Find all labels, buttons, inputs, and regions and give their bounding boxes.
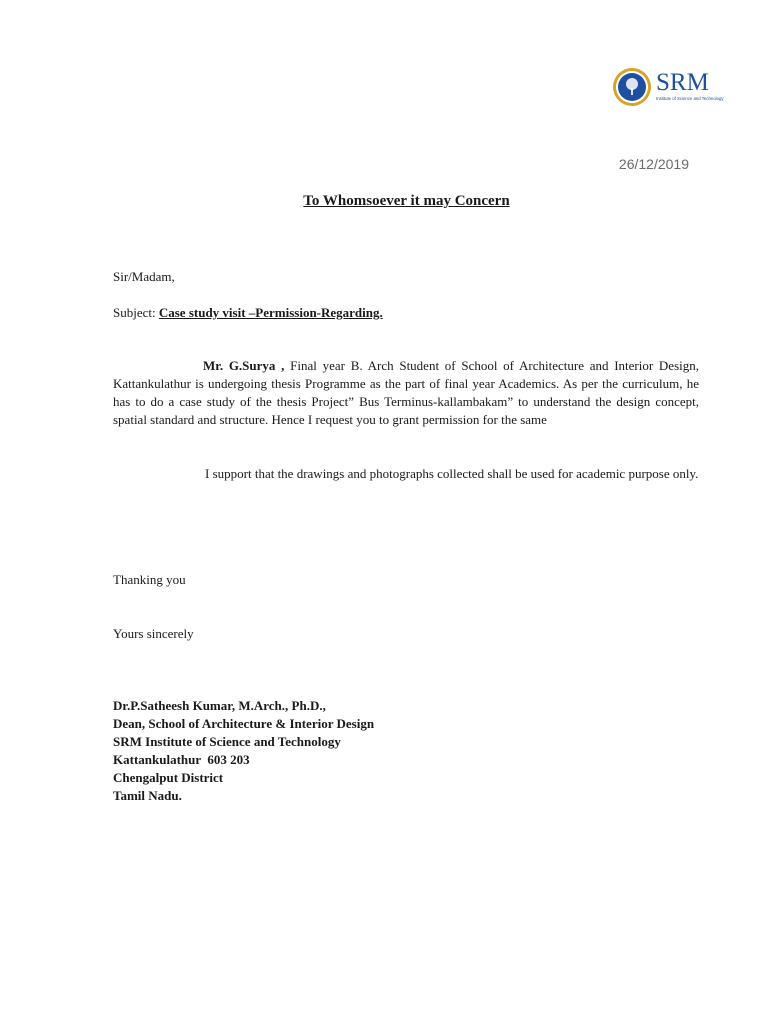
signature-block xyxy=(113,697,374,805)
paragraph-1-text: Final year B. Arch Student of School of Architecture and Interior Design, Kattankulathur is undergoing thesis Programme as the part of final year Academics. As per the curriculum, he has to do a case study of the thesis Project” Bus Terminus-kallambakam” to understand the design concept, spatial standard and structure. Hence I request you to grant permission for the same xyxy=(113,358,699,427)
letter-date: 26/12/2019 xyxy=(618,156,689,172)
subject-text: Case study visit –Permission-Regarding. xyxy=(158,305,383,320)
subject-line xyxy=(113,305,383,321)
signatory-institution: SRM Institute of Science and Technology xyxy=(113,734,341,749)
body-paragraph-1 xyxy=(113,357,699,429)
yours-sincerely: Yours sincerely xyxy=(113,626,194,641)
signatory-address-line-1: Kattankulathur 603 203 xyxy=(113,752,250,767)
letter-heading: To Whomsoever it may Concern xyxy=(303,193,510,209)
signatory-address-line-3: Tamil Nadu. xyxy=(113,788,182,803)
signatory-designation: Dean, School of Architecture & Interior Design xyxy=(113,716,375,731)
signatory-name: Dr.P.Satheesh Kumar, M.Arch., Ph.D., xyxy=(113,698,326,713)
logo-tree-trunk xyxy=(631,88,633,95)
salutation: Sir/Madam, xyxy=(113,269,175,284)
thanking-line: Thanking you xyxy=(113,572,186,587)
srm-logo-graphic xyxy=(610,63,730,111)
logo-tagline: Institute of Science and Technology xyxy=(656,96,724,101)
student-name: Mr. G.Surya , xyxy=(203,358,285,373)
paragraph-2-text: I support that the drawings and photographs collected shall be used for academic purpose only. xyxy=(205,466,699,481)
body-paragraph-2 xyxy=(113,465,699,483)
logo-wordmark: SRM xyxy=(656,69,709,96)
srm-logo xyxy=(610,63,730,111)
signatory-address-line-2: Chengalput District xyxy=(113,770,224,785)
subject-label: Subject: xyxy=(113,305,156,320)
